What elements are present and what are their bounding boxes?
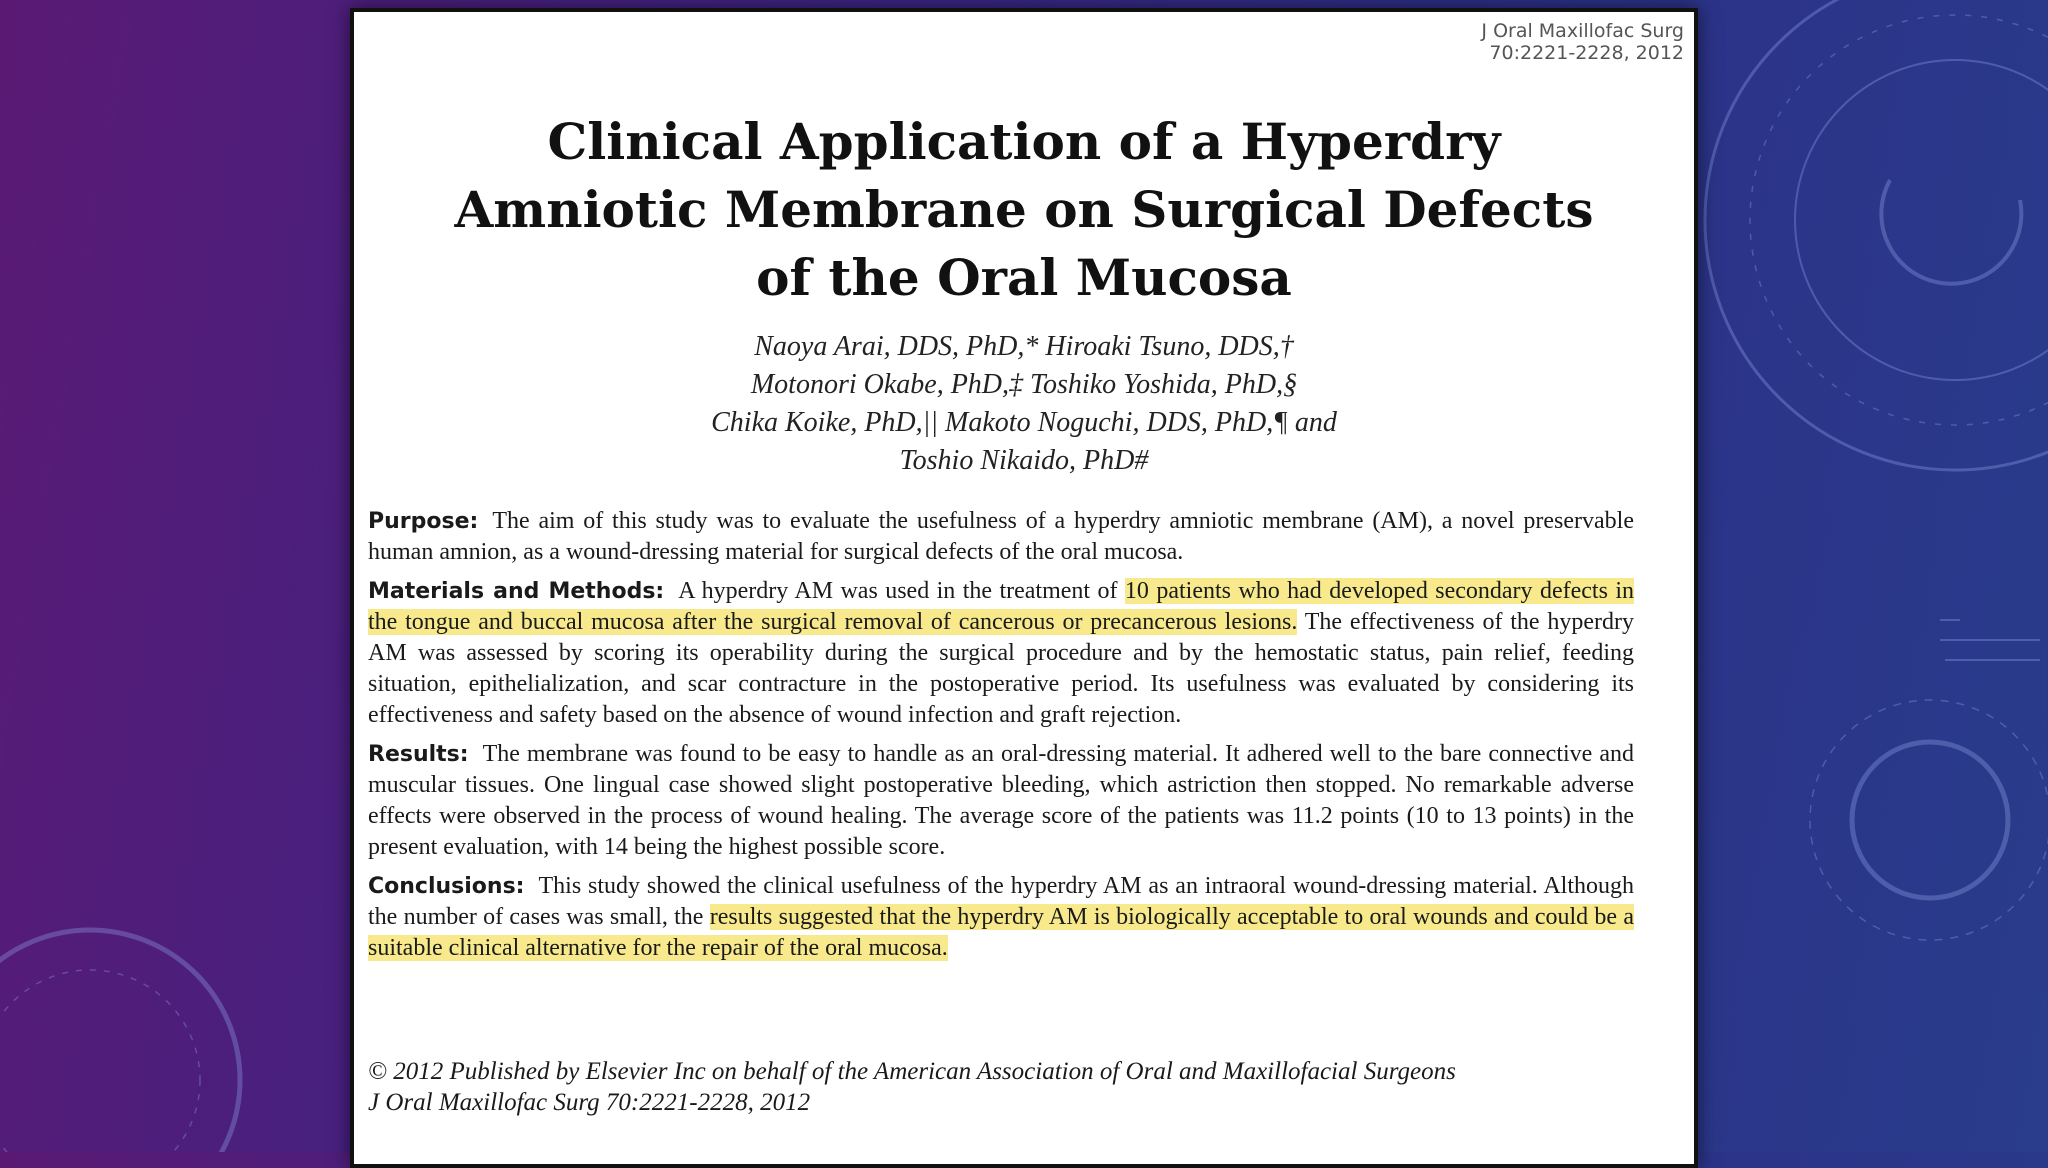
methods-highlight: 10 patients who had developed secondary defects in the tongue and buccal mucosa after the surgical removal of cancerous or precancerous lesions. (368, 578, 1635, 635)
methods-section (368, 576, 1634, 731)
footer-citation: J Oral Maxillofac Surg 70:2221-2228, 2012 (368, 1089, 811, 1116)
author-line: Motonori Okabe, PhD,‡ Toshiko Yoshida, PhD,§ (750, 369, 1298, 400)
conclusions-section (368, 871, 1634, 964)
footer (368, 1056, 1634, 1118)
conclusions-label: Conclusions: (368, 874, 525, 899)
journal-reference (1481, 20, 1684, 64)
copyright-notice: © 2012 Published by Elsevier Inc on behalf of the American Association of Oral and Maxillofacial Surgeons (368, 1058, 1456, 1085)
conclusions-highlight: results suggested that the hyperdry AM is biologically acceptable to oral wounds and could be a suitable clinical alternative for the repair of the oral mucosa. (368, 904, 1634, 961)
purpose-section (368, 506, 1634, 568)
paper-page (350, 8, 1698, 1168)
results-text: The membrane was found to be easy to handle as an oral-dressing material. It adhered well to the bare connective and muscular tissues. One lingual case showed slight postoperative bleeding, which astriction then stopped. No remarkable adverse effects were observed in the process of wound healing. The average score of the patients was 11.2 points (10 to 13 points) in the present evaluation, with 14 being the highest possible score. (368, 741, 1634, 860)
purpose-label: Purpose: (368, 509, 479, 534)
title-line: Amniotic Membrane on Surgical Defects (454, 180, 1594, 239)
title-line: Clinical Application of a Hyperdry (547, 112, 1501, 171)
journal-name: J Oral Maxillofac Surg (1481, 20, 1684, 42)
author-line: Toshio Nikaido, PhD# (899, 445, 1149, 476)
paper-title (354, 108, 1694, 312)
methods-text: A hyperdry AM was used in the treatment of (678, 578, 1125, 604)
methods-text-continued: The effectiveness of the hyperdry AM was assessed by scoring its operability during the surgical procedure and by the hemostatic status, pain relief, feeding situation, epithelialization, and scar contracture in the postoperative period. Its usefulness was evaluated by considering its effectiveness and safety based on the absence of wound infection and graft rejection. (368, 609, 1635, 728)
conclusions-text: This study showed the clinical usefulness of the hyperdry AM as an intraoral wound-dressing material. Although the number of cases was small, the (368, 873, 1634, 930)
author-list (354, 328, 1694, 480)
results-section (368, 739, 1634, 863)
results-label: Results: (368, 742, 469, 767)
journal-volume: 70:2221-2228, 2012 (1489, 42, 1684, 64)
methods-label: Materials and Methods: (368, 579, 665, 604)
author-line: Chika Koike, PhD,|| Makoto Noguchi, DDS, PhD,¶ and (711, 407, 1337, 438)
purpose-text: The aim of this study was to evaluate the usefulness of a hyperdry amniotic membrane (AM), a novel preservable human amnion, as a wound-dressing material for surgical defects of the oral mucosa. (368, 508, 1634, 565)
author-line: Naoya Arai, DDS, PhD,* Hiroaki Tsuno, DDS,† (754, 331, 1294, 362)
abstract (368, 506, 1634, 972)
title-line: of the Oral Mucosa (756, 248, 1292, 307)
